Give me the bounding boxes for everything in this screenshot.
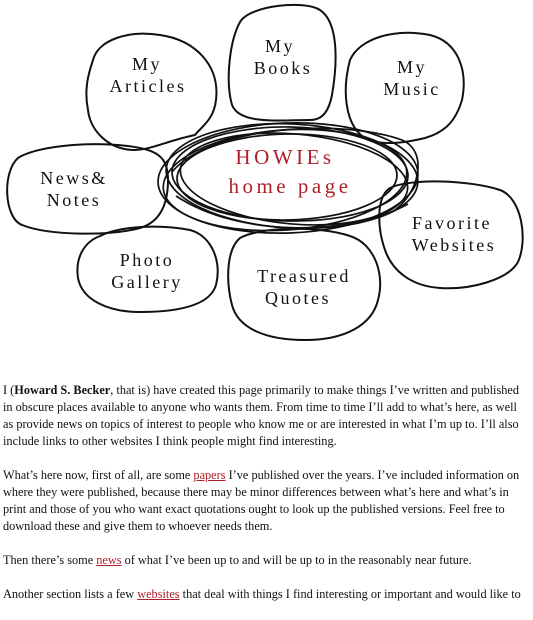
news-link[interactable]: news bbox=[96, 553, 122, 567]
nav-news-notes-outline bbox=[7, 144, 168, 234]
intro-text-rest: , that is) have created this page primarily to make things I’ve written and published in obscure places available to anyone who wants them. From time to time I’ll add to what’s here, as well as provide news on topics of interest to people who know me or are interested in what I’m up to. I’ll also include links to other websites I think people might find interesting. bbox=[3, 383, 520, 448]
papers-text-rest: I’ve published over the years. I’ve included information on where they were published, because there may be minor differences between what’s here and what’s in print and those of you who want exact quotations ought to look up the published versions. Feel free to download these and give them to whoever needs them. bbox=[3, 468, 520, 533]
nav-news-notes-line1: News& bbox=[40, 168, 108, 188]
nav-my-books[interactable] bbox=[229, 5, 336, 121]
websites-link[interactable]: websites bbox=[137, 587, 180, 601]
intro-paragraph bbox=[3, 382, 523, 450]
nav-favorite-websites-line2: Websites bbox=[411, 235, 497, 255]
websites-paragraph bbox=[3, 586, 523, 603]
nav-my-books-line1: My bbox=[264, 36, 296, 56]
nav-my-music[interactable] bbox=[346, 33, 464, 143]
intro-text-start: I ( bbox=[3, 383, 15, 397]
papers-paragraph bbox=[3, 467, 523, 535]
nav-home-page[interactable] bbox=[156, 117, 420, 238]
center-title-line1: HOWIEs bbox=[235, 145, 335, 169]
nav-my-articles-line2: Articles bbox=[109, 76, 187, 96]
news-text-rest: of what I’ve been up to and will be up to in the reasonably near future. bbox=[121, 553, 472, 567]
nav-my-articles-line1: My bbox=[131, 54, 163, 74]
nav-news-notes-line2: Notes bbox=[46, 190, 102, 210]
papers-link[interactable]: papers bbox=[193, 468, 226, 482]
nav-treasured-quotes[interactable] bbox=[228, 229, 380, 340]
papers-text-start: What’s here now, first of all, are some bbox=[3, 468, 194, 482]
nav-favorite-websites-line1: Favorite bbox=[412, 213, 492, 233]
news-paragraph bbox=[3, 552, 523, 569]
author-name: Howard S. Becker bbox=[14, 383, 111, 397]
nav-treasured-quotes-line1: Treasured bbox=[257, 266, 351, 286]
websites-text-rest: that deal with things I find interesting or important and would like to bbox=[179, 587, 521, 601]
nav-news-notes[interactable] bbox=[7, 144, 168, 234]
nav-photo-gallery[interactable] bbox=[77, 227, 217, 312]
nav-favorite-websites[interactable] bbox=[379, 181, 522, 288]
center-title-line2: home page bbox=[228, 174, 352, 198]
nav-treasured-quotes-line2: Quotes bbox=[265, 288, 331, 308]
nav-photo-gallery-line2: Gallery bbox=[111, 272, 183, 292]
nav-my-articles[interactable] bbox=[86, 34, 216, 150]
nav-photo-gallery-line1: Photo bbox=[119, 250, 175, 270]
news-text-start: Then there’s some bbox=[3, 553, 97, 567]
websites-text-start: Another section lists a few bbox=[3, 587, 138, 601]
nav-my-music-line1: My bbox=[396, 57, 428, 77]
nav-my-books-line2: Books bbox=[253, 58, 313, 78]
intro-content bbox=[3, 382, 523, 620]
nav-my-music-line2: Music bbox=[383, 79, 441, 99]
